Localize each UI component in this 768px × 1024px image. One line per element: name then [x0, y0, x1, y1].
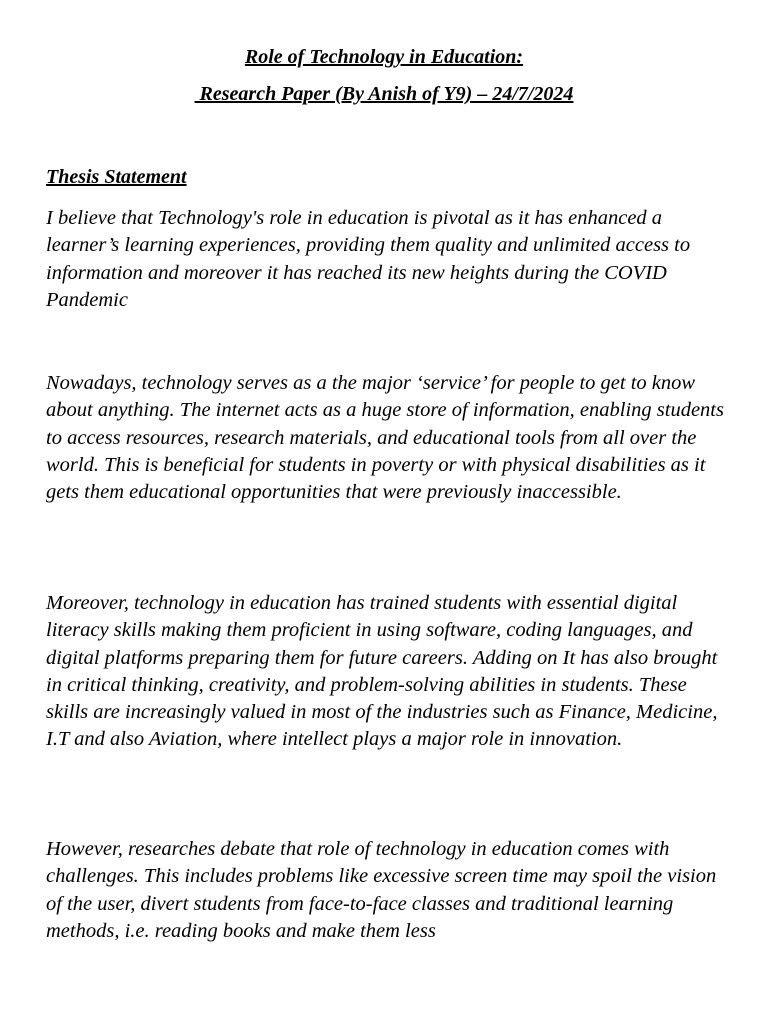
document-subtitle: Research Paper (By Anish of Y9) – 24/7/2024: [194, 83, 574, 105]
paragraph-digital-literacy: Moreover, technology in education has trained students with essential digital literacy skills making them proficient in using software, coding languages, and digital platforms preparing them for future careers. Adding on It has also brought in critical thinking, creativity, and problem-solving abilities in students. These skills are increasingly valued in most of the industries such as Finance, Medicine, I.T and also Aviation, where intellect plays a major role in innovation.: [46, 592, 718, 751]
document-title: Role of Technology in Education:: [244, 46, 524, 68]
paragraph-thesis: I believe that Technology's role in education is pivotal as it has enhanced a learner’s learning experiences, providing them quality and unlimited access to information and moreover it has reached its new heights during the COVID Pandemic: [46, 207, 691, 311]
paragraph-internet-access: Nowadays, technology serves as a the major ‘service’ for people to get to know about anything. The internet acts as a huge store of information, enabling students to access resources, research materials, and educational tools from all over the world. This is beneficial for students in poverty or with physical disabilities as it gets them educational opportunities that were previously inaccessible.: [46, 372, 724, 504]
paragraph-challenges: However, researches debate that role of technology in education comes with challenges. This includes problems like excessive screen time may spoil the vision of the user, divert students from face-to-face classes and traditional learning methods, i.e. reading books and make them less: [46, 838, 717, 942]
section-heading-thesis: Thesis Statement: [46, 166, 187, 188]
